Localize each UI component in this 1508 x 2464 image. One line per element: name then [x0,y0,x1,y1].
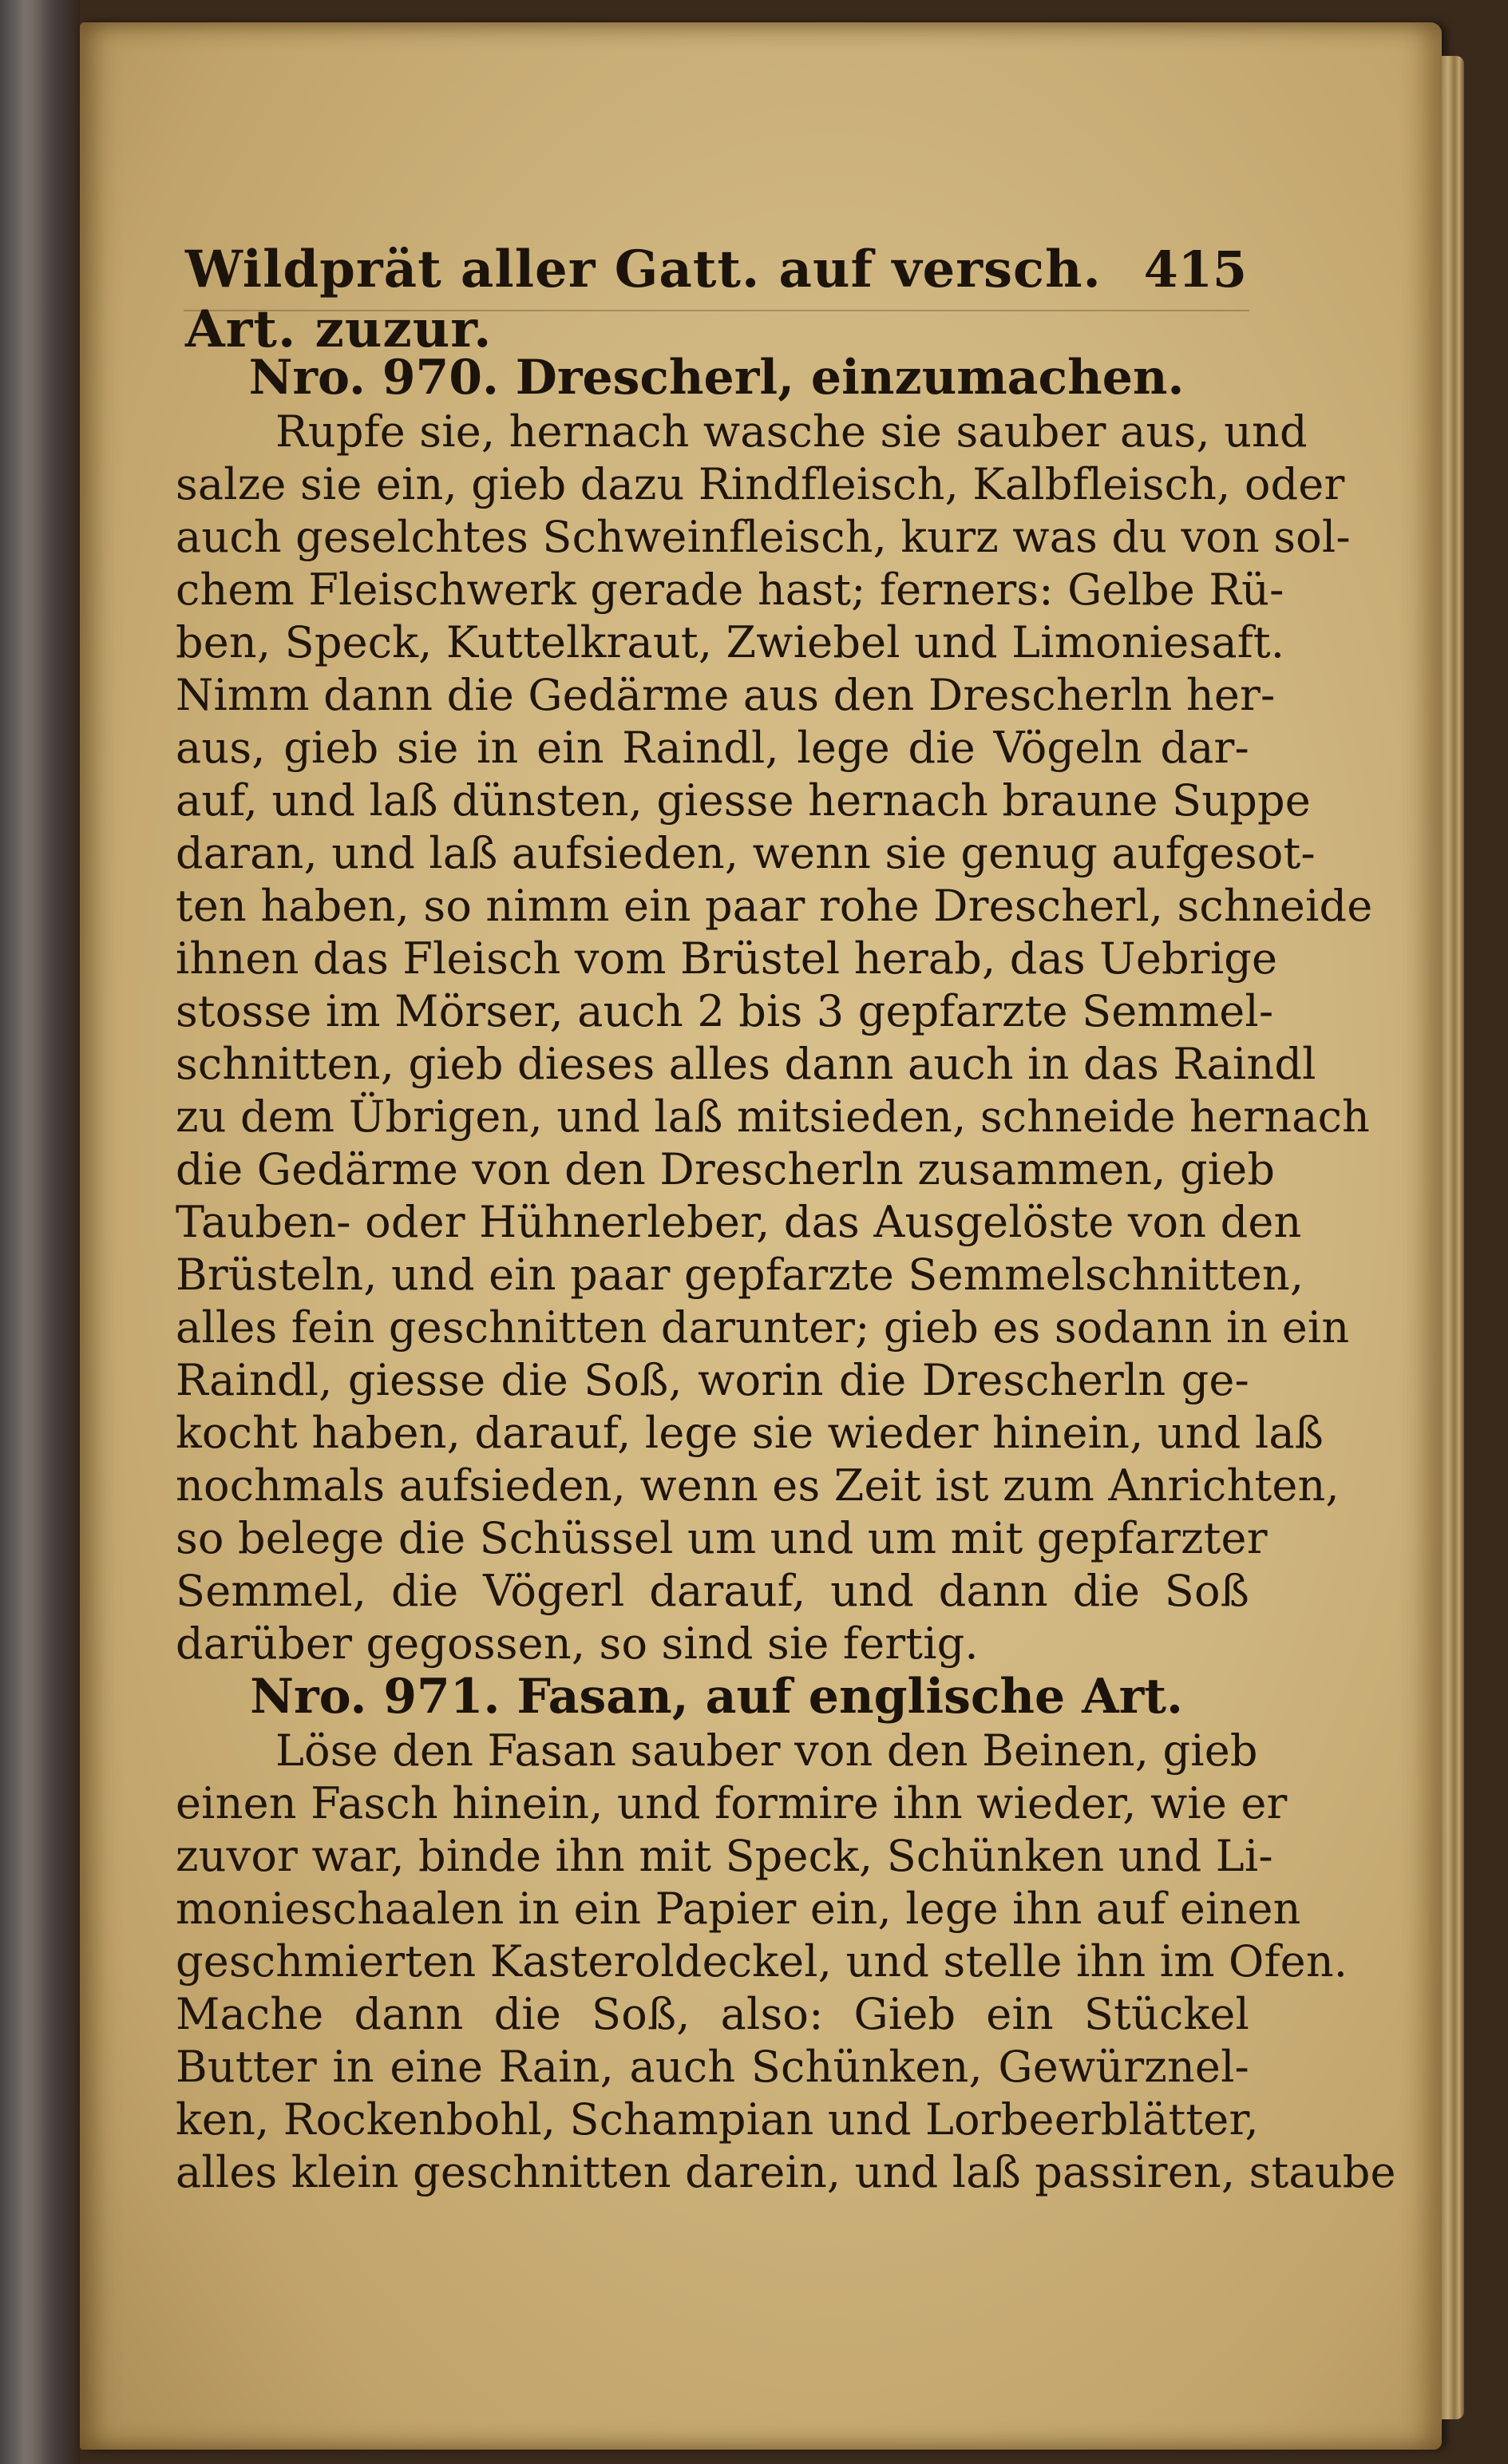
text-line: kocht haben, darauf, lege sie wieder hinein, und laß [176,1408,1324,1458]
text-line: salze sie ein, gieb dazu Rindfleisch, Kalbfleisch, oder [176,459,1345,509]
text-line: geschmierten Kasteroldeckel, und stelle ihn im Ofen. [176,1936,1348,1987]
text-line: schnitten, gieb dieses alles dann auch in das Raindl [176,1039,1316,1089]
text-line: Mache dann die Soß, also: Gieb ein Stückel [176,1989,1249,2039]
text-line: Brüsteln, und ein paar gepfarzte Semmelschnitten, [176,1250,1304,1300]
facing-page-edge [0,0,80,2464]
text-line: daran, und laß aufsieden, wenn sie genug aufgesot- [176,828,1316,878]
text-line: so belege die Schüssel um und um mit gepfarzter [176,1513,1268,1563]
text-line: Raindl, giesse die Soß, worin die Drescherln ge- [176,1355,1249,1405]
text-line: ten haben, so nimm ein paar rohe Drescherl, schneide [176,881,1373,931]
text-line: darüber gegossen, so sind sie fertig. [176,1618,979,1669]
text-line: die Gedärme von den Drescherln zusammen, gieb [176,1144,1276,1194]
header-title: Wildprät aller Gatt. auf versch. Art. zuzur. [185,240,1102,359]
text-line: alles klein geschnitten darein, und laß passiren, staube [176,2147,1396,2197]
text-line: ben, Speck, Kuttelkraut, Zwiebel und Limoniesaft. [176,617,1285,667]
text-line: stosse im Mörser, auch 2 bis 3 gepfarzte Semmel- [176,986,1274,1036]
text-line: ihnen das Fleisch vom Brüstel herab, das Uebrige [176,933,1278,984]
text-line: monieschaalen in ein Papier ein, lege ihn auf einen [176,1884,1301,1934]
text-line: Löse den Fasan sauber von den Beinen, gieb [275,1725,1258,1776]
text-line: nochmals aufsieden, wenn es Zeit ist zum Anrichten, [176,1460,1340,1511]
text-line: Nimm dann die Gedärme aus den Drescherln her- [176,670,1276,720]
text-line: auch geselchtes Schweinfleisch, kurz was du von sol- [176,512,1351,562]
running-header [185,240,1247,359]
recipe-title-971: Nro. 971. Fasan, auf englische Art. [250,1669,1183,1725]
recipe-title-970: Nro. 970. Drescherl, einzumachen. [248,350,1185,406]
text-line: Rupfe sie, hernach wasche sie sauber aus, und [275,406,1308,457]
text-line: zuvor war, binde ihn mit Speck, Schünken und Li- [176,1831,1273,1881]
text-line: Tauben- oder Hühnerleber, das Ausgelöste von den [176,1197,1302,1247]
text-line: Semmel, die Vögerl darauf, und dann die Soß [176,1566,1249,1616]
header-divider [184,310,1249,311]
text-line: alles fein geschnitten darunter; gieb es sodann in ein [176,1302,1350,1353]
text-line: ken, Rockenbohl, Schampian und Lorbeerblätter, [176,2094,1259,2145]
text-line: zu dem Übrigen, und laß mitsieden, schneide hernach [176,1091,1370,1142]
text-line: aus, gieb sie in ein Raindl, lege die Vögeln dar- [176,723,1249,773]
text-line: einen Fasch hinein, und formire ihn wieder, wie er [176,1778,1288,1828]
text-line: Butter in eine Rain, auch Schünken, Gewürznel- [176,2042,1249,2092]
page-stack-edge [1442,56,1464,2419]
text-line: chem Fleischwerk gerade hast; ferners: Gelbe Rü- [176,565,1284,615]
text-line: auf, und laß dünsten, giesse hernach braune Suppe [176,775,1311,826]
page-number: 415 [1143,240,1247,299]
